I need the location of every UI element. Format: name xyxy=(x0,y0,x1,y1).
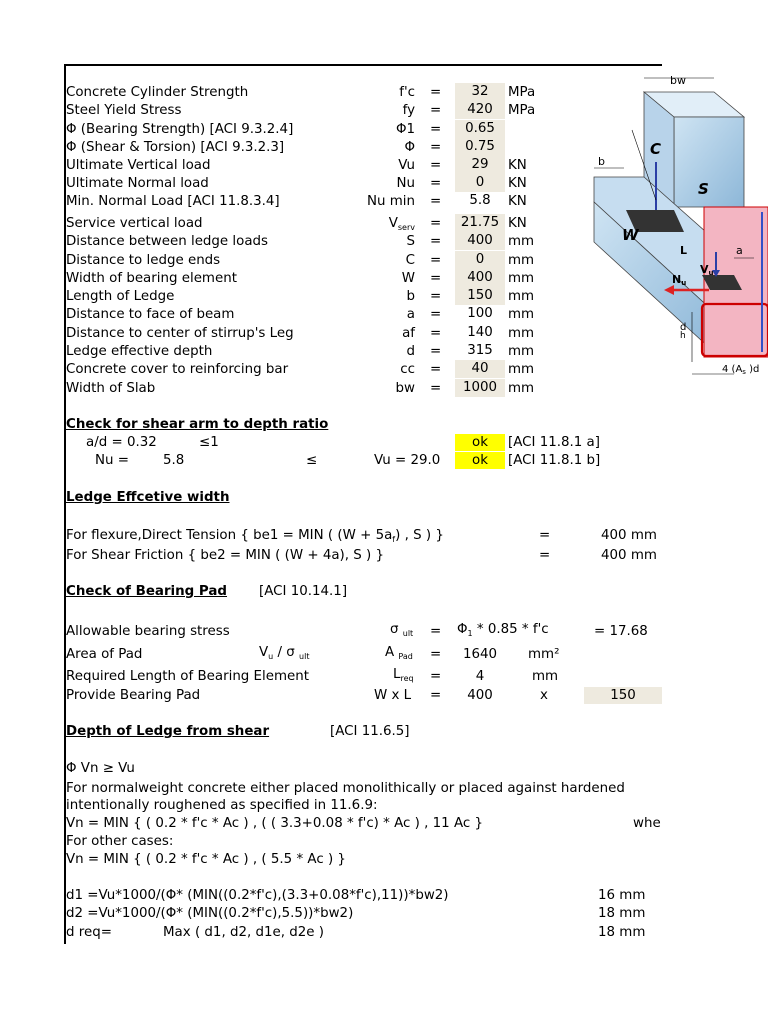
pad-area-value: 1640 xyxy=(462,647,498,662)
fig-label-d: d xyxy=(680,322,687,333)
flexure-formula: For flexure,Direct Tension { be1 = MIN ( $(W + 5a_f)$ , S ) } xyxy=(66,528,444,544)
fig-label-w: W xyxy=(622,226,639,244)
input-unit: KN xyxy=(508,158,527,173)
phi-vn-line: Φ Vn ≥ Vu xyxy=(66,761,135,776)
input-equals: = xyxy=(430,176,442,191)
input-label: Width of Slab xyxy=(66,381,156,396)
input-label: Ultimate Normal load xyxy=(66,176,209,191)
input-label: Length of Ledge xyxy=(66,289,175,304)
d2-value: 18 mm xyxy=(598,906,646,921)
nu-rel: ≤ xyxy=(306,453,318,468)
fig-label-as: 4 ($A_s$ )d xyxy=(722,364,760,376)
input-value[interactable]: 420 xyxy=(455,101,505,119)
req-length-label: Required Length of Bearing Element xyxy=(66,669,309,684)
input-label: Concrete cover to reinforcing bar xyxy=(66,362,289,377)
provide-pad-symbol: W x L xyxy=(374,688,412,703)
allowable-stress-formula: $\Phi_1 * 0.85 * f'c$ xyxy=(457,622,549,638)
input-equals: = xyxy=(430,307,442,322)
ledge-width-heading: Ledge Effcetive width xyxy=(66,490,230,505)
nu-value: 5.8 xyxy=(163,453,185,468)
sheet-top-border xyxy=(64,64,662,66)
input-label: Min. Normal Load [ACI 11.8.3.4] xyxy=(66,194,280,209)
other-cases-line: For other cases: xyxy=(66,834,174,849)
normalweight-line: For normalweight concrete either placed monolithically or placed against hardened xyxy=(66,781,625,796)
fig-label-bw: bw xyxy=(670,74,686,87)
input-equals: = xyxy=(430,344,442,359)
input-equals: = xyxy=(430,362,442,377)
input-symbol: Φ xyxy=(404,140,415,155)
pad-area-formula: $V_u$ / σ $_{ult}$ xyxy=(259,645,310,661)
input-value[interactable]: 0.65 xyxy=(455,120,505,138)
input-label: Steel Yield Stress xyxy=(66,103,182,118)
input-label: Service vertical load xyxy=(66,216,203,231)
input-equals: = xyxy=(430,289,442,304)
input-value[interactable]: 29 xyxy=(455,156,505,174)
req-length-symbol: $L_{req}$ xyxy=(393,667,414,683)
input-symbol: C xyxy=(405,253,415,268)
input-symbol: b xyxy=(406,289,415,304)
fig-label-a: a xyxy=(736,244,743,257)
input-equals: = xyxy=(430,85,442,100)
fig-label-vu: Vu xyxy=(700,263,714,277)
provide-pad-label: Provide Bearing Pad xyxy=(66,688,201,703)
fig-label-nu: Nu xyxy=(672,273,687,287)
bearing-heading: Check of Bearing Pad xyxy=(66,584,228,599)
shear-check-heading: Check for shear arm to depth ratio xyxy=(66,417,329,432)
input-value[interactable]: 1000 xyxy=(455,379,505,397)
input-equals: = xyxy=(430,381,442,396)
input-value[interactable]: 32 xyxy=(455,83,505,101)
input-value[interactable]: 400 xyxy=(455,232,505,250)
input-unit: mm xyxy=(508,307,535,322)
vn-formula-1: Vn = MIN { ( 0.2 * f'c * Ac ) , ( ( 3.3+0.08 * f'c) * Ac ) , 11 Ac } xyxy=(66,816,484,831)
input-unit: KN xyxy=(508,176,527,191)
input-unit: mm xyxy=(508,234,535,249)
fig-label-h: h xyxy=(680,331,686,341)
ad-ratio-result: ok xyxy=(455,434,505,451)
input-equals: = xyxy=(430,194,442,209)
input-unit: mm xyxy=(508,326,535,341)
nu-result: ok xyxy=(455,452,505,469)
d2-formula: d2 =Vu*1000/(Φ* (MIN((0.2*f'c),5.5))*bw2) xyxy=(66,906,354,921)
input-equals: = xyxy=(430,140,442,155)
input-symbol: f'c xyxy=(399,85,415,100)
input-value: 5.8 xyxy=(469,193,491,208)
input-value[interactable]: 0 xyxy=(455,174,505,192)
input-symbol: S xyxy=(406,234,415,249)
input-label: Distance to face of beam xyxy=(66,307,235,322)
input-equals: = xyxy=(430,216,442,231)
shear-friction-equals: = xyxy=(539,548,551,563)
req-length-equals: = xyxy=(430,669,442,684)
input-symbol: af xyxy=(402,326,415,341)
input-unit: MPa xyxy=(508,103,536,118)
input-label: Distance between ledge loads xyxy=(66,234,269,249)
d1-formula: d1 =Vu*1000/(Φ* (MIN((0.2*f'c),(3.3+0.08*f'c),11))*bw2) xyxy=(66,888,449,903)
pad-area-equals: = xyxy=(430,647,442,662)
pad-area-label: Area of Pad xyxy=(66,647,143,662)
input-label: Distance to ledge ends xyxy=(66,253,221,268)
req-length-unit: mm xyxy=(532,669,559,684)
depth-heading: Depth of Ledge from shear xyxy=(66,724,270,739)
input-equals: = xyxy=(430,326,442,341)
input-symbol: Nu min xyxy=(366,194,415,209)
dreq-label: d req= xyxy=(66,925,112,940)
input-label: Concrete Cylinder Strength xyxy=(66,85,249,100)
dreq-formula: Max ( d1, d2, d1e, d2e ) xyxy=(163,925,324,940)
input-equals: = xyxy=(430,103,442,118)
input-symbol: Vu xyxy=(398,158,415,173)
pad-area-unit: mm² xyxy=(528,647,560,662)
input-label: Φ (Bearing Strength) [ACI 9.3.2.4] xyxy=(66,122,294,137)
input-label: Ultimate Vertical load xyxy=(66,158,211,173)
ledge-beam-diagram xyxy=(584,72,768,392)
fig-label-s: S xyxy=(698,180,709,198)
input-value[interactable]: 150 xyxy=(455,287,505,305)
ad-ratio-ref: [ACI 11.8.1 a] xyxy=(508,435,600,450)
roughened-line: intentionally roughened as specified in 11.6.9: xyxy=(66,798,378,813)
input-symbol: cc xyxy=(400,362,415,377)
input-value: 100 xyxy=(467,306,493,321)
depth-ref: [ACI 11.6.5] xyxy=(330,724,410,739)
shear-friction-formula: For Shear Friction { be2 = MIN ( (W + 4a), S ) } xyxy=(66,548,385,563)
fig-label-c: C xyxy=(650,140,662,158)
input-value: 315 xyxy=(467,343,493,358)
vn-formula-2: Vn = MIN { ( 0.2 * f'c * Ac ) , ( 5.5 * Ac ) } xyxy=(66,852,346,867)
provide-pad-equals: = xyxy=(430,688,442,703)
allowable-stress-symbol: σ $_{ult}$ xyxy=(390,622,414,638)
input-symbol: d xyxy=(406,344,415,359)
allowable-stress-equals: = xyxy=(430,624,442,639)
input-value[interactable]: 40 xyxy=(455,360,505,378)
input-unit: KN xyxy=(508,194,527,209)
dreq-value: 18 mm xyxy=(598,925,646,940)
ad-ratio-rel: ≤1 xyxy=(199,435,219,450)
input-value[interactable]: 400 xyxy=(455,269,505,287)
flexure-value: 400 mm xyxy=(601,528,657,543)
d1-value: 16 mm xyxy=(598,888,646,903)
nu-label: Nu = xyxy=(95,453,129,468)
input-label: Φ (Shear & Torsion) [ACI 9.3.2.3] xyxy=(66,140,285,155)
input-label: Distance to center of stirrup's Leg xyxy=(66,326,294,341)
vu-compare: Vu = 29.0 xyxy=(374,453,441,468)
input-unit: mm xyxy=(508,344,535,359)
provide-pad-x: x xyxy=(540,688,548,703)
provide-pad-length[interactable]: 150 xyxy=(584,687,662,704)
input-symbol: Nu xyxy=(396,176,415,191)
provide-pad-width: 400 xyxy=(467,688,493,703)
input-value[interactable]: 21.75 xyxy=(455,214,505,232)
pad-area-symbol: A $_{Pad}$ xyxy=(385,645,413,661)
input-equals: = xyxy=(430,158,442,173)
nu-ref: [ACI 11.8.1 b] xyxy=(508,453,601,468)
ad-ratio-text: a/d = 0.32 xyxy=(86,435,157,450)
allowable-stress-value: = 17.68 xyxy=(594,624,648,639)
shear-friction-value: 400 mm xyxy=(601,548,657,563)
input-value[interactable]: 0.75 xyxy=(455,138,505,156)
input-equals: = xyxy=(430,234,442,249)
fig-label-l: L xyxy=(680,244,688,257)
input-equals: = xyxy=(430,122,442,137)
input-symbol: bw xyxy=(395,381,415,396)
input-equals: = xyxy=(430,253,442,268)
input-unit: mm xyxy=(508,289,535,304)
input-symbol: Φ1 xyxy=(395,122,415,137)
input-label: Width of bearing element xyxy=(66,271,237,286)
input-unit: mm xyxy=(508,381,535,396)
bearing-ref: [ACI 10.14.1] xyxy=(259,584,348,599)
flexure-equals: = xyxy=(539,528,551,543)
input-label: Ledge effective depth xyxy=(66,344,213,359)
input-value: 140 xyxy=(467,325,493,340)
vn-formula-1-right: whe xyxy=(633,816,661,831)
input-unit: MPa xyxy=(508,85,536,100)
input-unit: mm xyxy=(508,362,535,377)
allowable-stress-label: Allowable bearing stress xyxy=(66,624,230,639)
input-symbol: fy xyxy=(402,103,415,118)
req-length-value: 4 xyxy=(475,669,485,684)
input-value[interactable]: 0 xyxy=(455,251,505,269)
input-symbol: W xyxy=(401,271,415,286)
input-equals: = xyxy=(430,271,442,286)
input-unit: mm xyxy=(508,271,535,286)
input-symbol: $V_{serv}$ xyxy=(388,216,415,232)
input-symbol: a xyxy=(406,307,415,322)
fig-label-b: b xyxy=(598,155,605,168)
input-unit: KN xyxy=(508,216,527,231)
input-unit: mm xyxy=(508,253,535,268)
